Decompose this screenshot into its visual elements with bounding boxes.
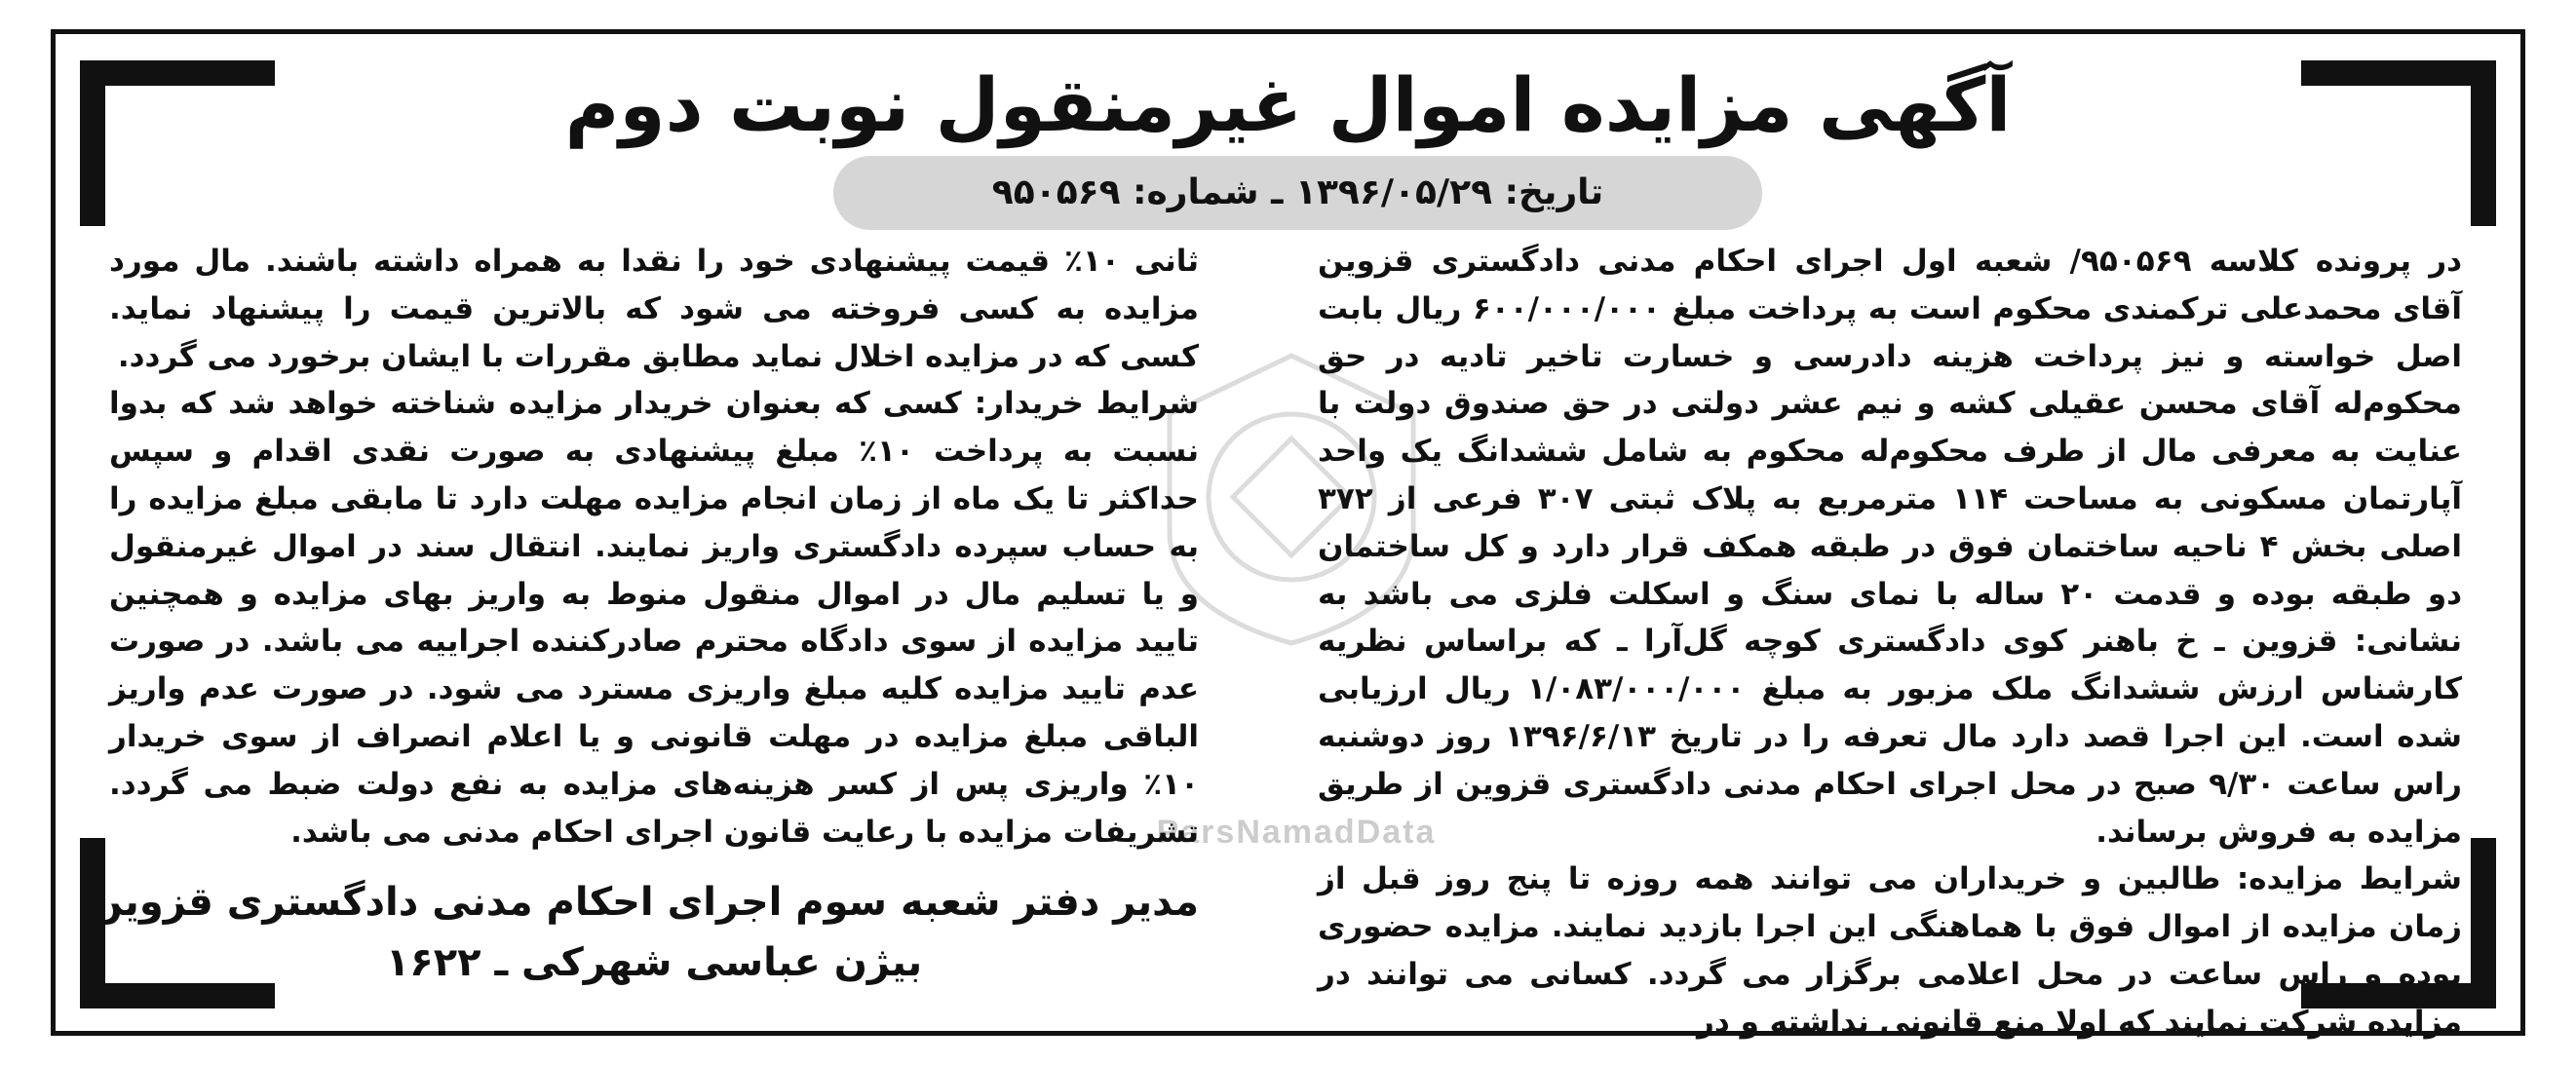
signature-name: بیژن عباسی شهرکی ـ ۱۶۲۲ bbox=[385, 940, 923, 985]
case-details-paragraph: در پرونده کلاسه ۹۵۰۵۶۹/ شعبه اول اجرای احکام مدنی دادگستری قزوین آقای محمدعلی ترکمندی محکوم است به پرداخت مبلغ ۶۰۰/۰۰۰/۰۰۰ ریال بابت اصل خواسته و نیز پرداخت هزینه دادرسی و خسارت تاخیر تادیه در حق محکوم‌له آقای محسن عقیلی کشه و نیم عشر دولتی در حق صندوق دولت با عنایت به معرفی مال از طرف محکوم‌له محکوم به شامل ششدانگ یک واحد آپارتمان مسکونی به مساحت ۱۱۴ مترمربع به پلاک ثبتی ۳۰۷ فرعی از ۳۷۲ اصلی بخش ۴ ناحیه ساختمان فوق در طبقه همکف قرار دارد و کل ساختمان دو طبقه بوده و قدمت ۲۰ ساله با نمای سنگ و اسکلت فلزی می باشد به نشانی: قزوین ـ خ باهنر کوی دادگستری کوچه گل‌آرا ـ که براساس نظریه کارشناس ارزش ششدانگ ملک مزبور به مبلغ ۱/۰۸۳/۰۰۰/۰۰۰ ریال ارزیابی شده است. این اجرا قصد دارد مال تعرفه را در تاریخ ۱۳۹۶/۶/۱۳ روز دوشنبه راس ساعت ۹/۳۰ صبح در محل اجرای احکام مدنی دادگستری قزوین از طریق مزایده به فروش برساند. bbox=[1318, 244, 2462, 850]
notice-body-right-column bbox=[1318, 238, 2462, 1040]
signature-block bbox=[89, 872, 1199, 993]
notice-body-left-column bbox=[109, 238, 1199, 850]
notice-title: آگهی مزایده اموال غیرمنقول نوبت دوم bbox=[564, 61, 2012, 148]
corner-bracket-top-left bbox=[80, 60, 275, 86]
watermark-brand: ParsNamadData bbox=[1156, 814, 1437, 851]
corner-bracket-top-right bbox=[2301, 60, 2496, 86]
date-number-line: تاریخ: ۱۳۹۶/۰۵/۲۹ ـ شماره: ۹۵۰۵۶۹ bbox=[833, 156, 1762, 230]
auction-conditions-continued-paragraph: ثانی ۱۰٪ قیمت پیشنهادی خود را نقدا به همراه داشته باشند. مال مورد مزایده به کسی فروخته می شود که بالاترین قیمت را پیشنهاد نماید. کسی که در مزایده اخلال نماید مطابق مقررات با ایشان برخورد می گردد. bbox=[109, 244, 1199, 374]
buyer-conditions-paragraph: شرایط خریدار: کسی که بعنوان خریدار مزایده شناخته خواهد شد که بدوا نسبت به پرداخت ۱۰٪ مبلغ پیشنهادی به صورت نقدی اقدام و سپس حداکثر تا یک ماه از زمان انجام مزایده مهلت دارد تا مابقی مبلغ مزایده را به حساب سپرده دادگستری واریز نمایند. انتقال سند در اموال غیرمنقول و یا تسلیم مال در اموال منقول منوط به واریز بهای مزایده و همچنین تایید مزایده از سوی دادگاه محترم صادرکننده اجراییه می باشد. در صورت عدم تایید مزایده کلیه مبلغ واریزی مسترد می شود. در صورت عدم واریز الباقی مبلغ مزایده در مهلت قانونی و یا اعلام انصراف از سوی خریدار ۱۰٪ واریزی پس از کسر هزینه‌های مزایده به نفع دولت ضبط می گردد. تشریفات مزایده با رعایت قانون اجرای احکام مدنی می باشد. bbox=[109, 386, 1199, 850]
signature-title: مدیر دفتر شعبه سوم اجرای احکام مدنی دادگستری قزوین bbox=[89, 880, 1199, 925]
auction-conditions-paragraph: شرایط مزایده: طالبین و خریداران می توانند همه روزه تا پنج روز قبل از زمان مزایده از اموال فوق با هماهنگی این اجرا بازدید نمایند. مزایده حضوری بوده و راس ساعت در محل اعلامی برگزار می گردد. کسانی می توانند در مزایده شرکت نمایند که اولا منع قانونی نداشته و در bbox=[1318, 861, 2462, 1040]
